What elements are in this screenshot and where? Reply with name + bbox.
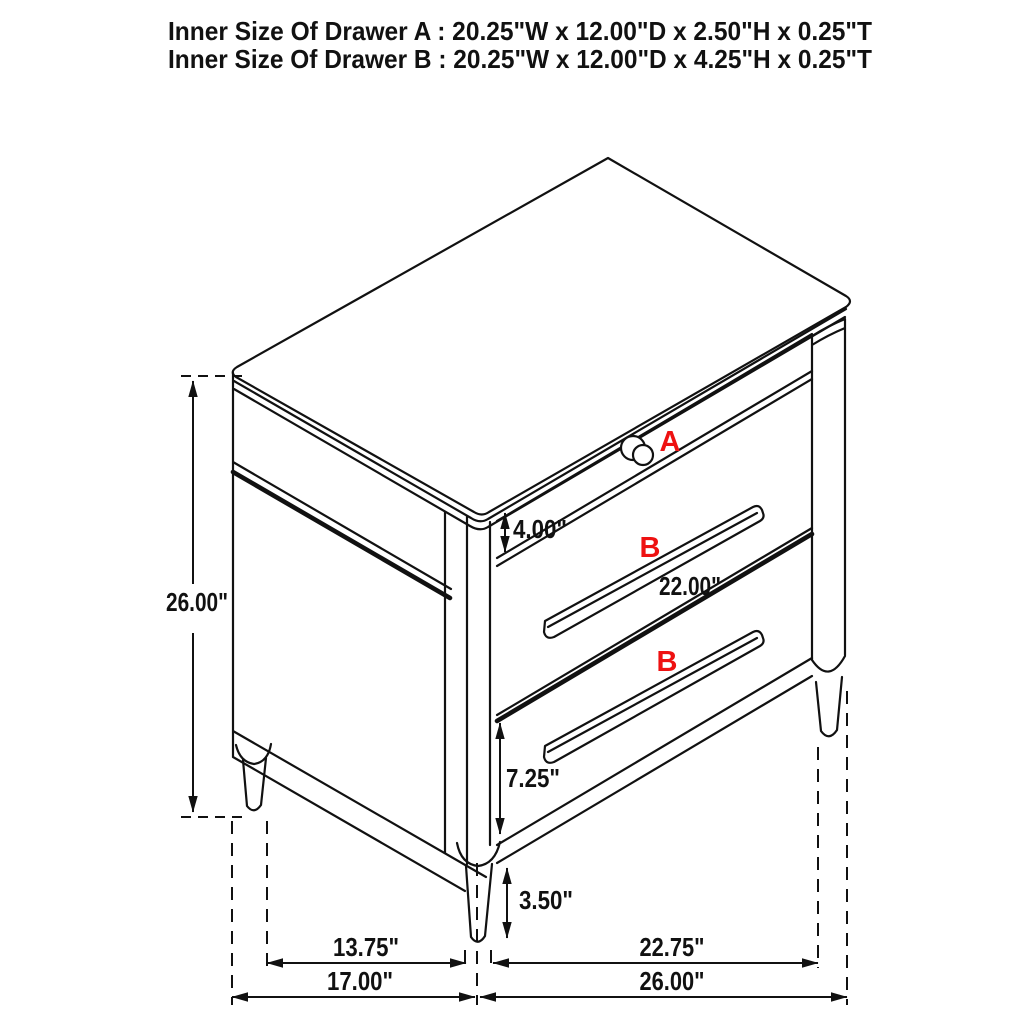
handle-bar-bottom <box>544 631 764 763</box>
dim-overall-width <box>480 966 847 997</box>
knob-front-face <box>633 445 653 465</box>
dim-depth-inner-value: 13.75" <box>333 932 399 962</box>
front-leg <box>457 842 500 942</box>
dim-drawer-b-height-value: 7.25" <box>506 763 560 793</box>
dim-drawer-a-height <box>505 513 567 552</box>
dim-drawer-width-value: 22.00" <box>659 571 721 601</box>
extension-lines-dashed <box>232 691 847 1005</box>
dim-drawer-a-height-value: 4.00" <box>513 514 567 544</box>
dim-leg-height-value: 3.50" <box>519 885 573 915</box>
right-corner-post <box>812 319 845 672</box>
top-face <box>233 158 850 515</box>
right-leg <box>816 677 842 736</box>
dim-drawer-b-height <box>500 723 560 834</box>
dim-overall-depth <box>232 966 475 997</box>
drawer-b-middle-label: B <box>639 532 661 564</box>
header-drawer-a-size: Inner Size Of Drawer A : 20.25"W x 12.00"D x 2.50"H x 0.25"T <box>168 16 873 46</box>
handle-bar-bottom-ridge <box>548 638 757 752</box>
front-corner-post <box>445 512 490 864</box>
dim-depth-inner <box>267 932 466 963</box>
drawer-a-label: A <box>659 426 681 458</box>
dim-overall-height <box>166 376 248 817</box>
dim-width-inner <box>493 932 818 963</box>
dim-leg-height <box>507 868 573 938</box>
drawer-a-knob <box>621 436 653 465</box>
drawer-b-bottom-label: B <box>656 646 678 678</box>
dim-overall-height-value: 26.00" <box>166 587 228 617</box>
side-panel-rail-dark <box>233 472 450 598</box>
header-drawer-b-size: Inner Size Of Drawer B : 20.25"W x 12.00"D x 4.25"H x 0.25"T <box>168 44 873 74</box>
dim-overall-depth-value: 17.00" <box>327 966 393 996</box>
dim-width-inner-value: 22.75" <box>639 932 705 962</box>
header-block <box>168 16 872 74</box>
nightstand-drawing <box>233 158 850 942</box>
handle-bar-middle <box>544 506 764 638</box>
dim-overall-width-value: 26.00" <box>639 966 705 996</box>
handle-bar-middle-ridge <box>548 513 757 627</box>
